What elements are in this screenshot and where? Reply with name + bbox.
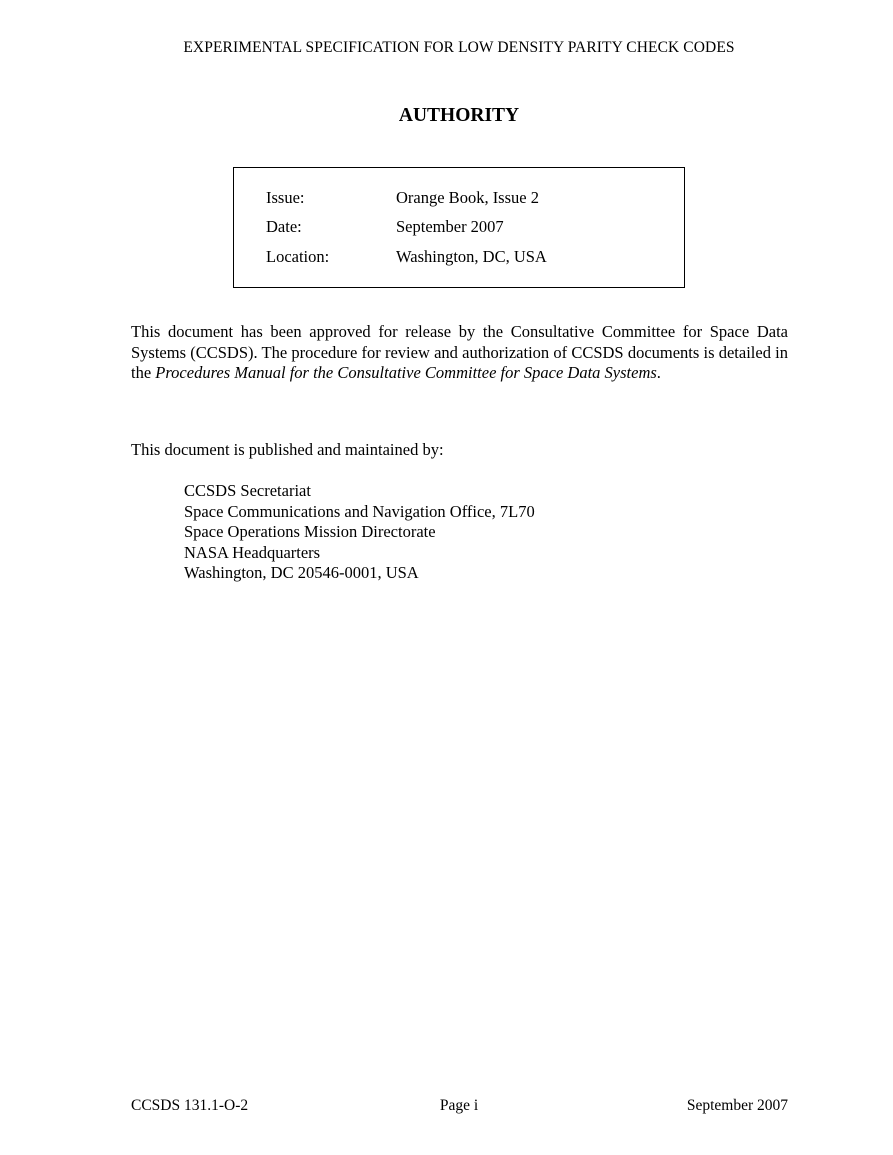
page-title: AUTHORITY <box>398 105 520 126</box>
location-label: Location: <box>266 247 330 266</box>
footer-page-number: Page i <box>439 1097 479 1114</box>
address-line: NASA Headquarters <box>184 542 321 562</box>
address-line: Space Communications and Navigation Office, 7L70 <box>184 501 535 521</box>
secretariat-address <box>184 481 535 584</box>
date-label: Date: <box>266 217 302 236</box>
approval-paragraph <box>131 322 788 384</box>
date-value: September 2007 <box>396 217 504 236</box>
issue-value: Orange Book, Issue 2 <box>396 188 539 207</box>
footer-doc-number: CCSDS 131.1-O-2 <box>131 1097 249 1114</box>
address-line: CCSDS Secretariat <box>184 481 311 500</box>
issue-label: Issue: <box>266 188 305 207</box>
approval-text-end: . <box>656 363 661 382</box>
maintained-by-intro: This document is published and maintained by: <box>131 440 444 459</box>
document-info-box <box>233 167 685 288</box>
approval-text: This document has been approved for release by the Consultative Committee for Space Data Systems (CCSDS). The procedure for review and authorization of CCSDS documents is detailed in the <box>131 322 788 382</box>
footer-date: September 2007 <box>686 1097 788 1114</box>
running-header: EXPERIMENTAL SPECIFICATION FOR LOW DENSITY PARITY CHECK CODES <box>183 39 735 56</box>
address-line: Washington, DC 20546-0001, USA <box>184 563 419 582</box>
procedures-manual-title: Procedures Manual for the Consultative Committee for Space Data Systems <box>155 363 657 382</box>
address-line: Space Operations Mission Directorate <box>184 522 436 541</box>
location-value: Washington, DC, USA <box>396 247 547 266</box>
